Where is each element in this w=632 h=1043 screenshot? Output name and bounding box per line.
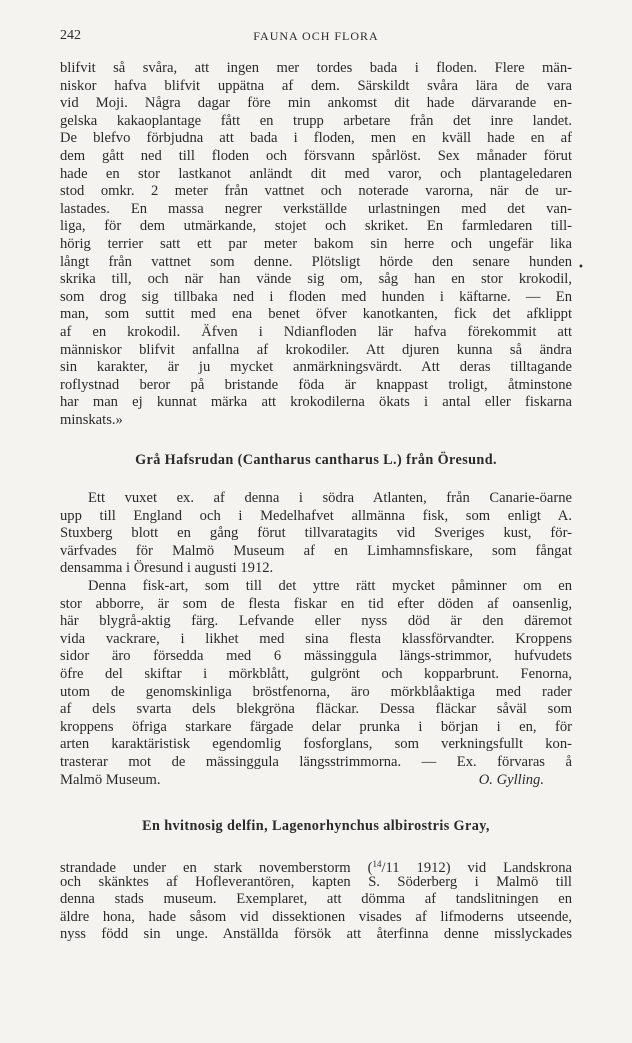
text-line: niskor hafva blifvit uppätna af dem. Särskildt svåra lära de vara bbox=[60, 77, 572, 94]
text-line: sidor äro försedda med 6 mässinggula längs-strimmor, hufvudets bbox=[60, 648, 572, 665]
text-line: äldre hona, hade såsom vid dissektionen visades af lifmoderns utseende, bbox=[60, 908, 572, 925]
paragraph-hafsrudan-find bbox=[60, 490, 572, 578]
text-line: har man ej kunnat märka att krokodilerna ökats i antal eller fiskarna bbox=[60, 394, 572, 411]
text-line: liga, för dem utmärkande, stojet och skriket. En farmledaren till- bbox=[60, 218, 572, 235]
text-line: Denna fisk-art, som till det yttre rätt mycket påminner om en bbox=[88, 578, 572, 594]
text-line: värfvades för Malmö Museum af en Limhamnsfiskare, som fångat bbox=[60, 542, 572, 559]
text-line: arten karaktäristisk egendomlig fosforglans, som verkningsfullt kon- bbox=[60, 736, 572, 753]
text-line: Ett vuxet ex. af denna i södra Atlanten, från Canarie-öarne bbox=[88, 490, 572, 506]
paragraph-hafsrudan-description bbox=[60, 578, 572, 789]
text-line: människor blifvit anfallna af krokodiler. Att djuren kunna så ändra bbox=[60, 341, 572, 358]
text-line: stor abborre, är som de flesta fiskar en tid efter döden af oansenlig, bbox=[60, 595, 572, 612]
page-header bbox=[60, 28, 572, 46]
text-line: långt från vattnet som denne. Plötsligt hörde den senare hunden bbox=[60, 253, 572, 270]
page-number: 242 bbox=[60, 28, 81, 43]
text-line: utom de genomskinliga bröstfenorna, äro mörkblåaktiga med rader bbox=[60, 683, 572, 700]
text-fragment: strandade under en stark novemberstorm ( bbox=[60, 860, 373, 876]
text-line: blifvit så svåra, att ingen mer tordes bada i floden. Flere män- bbox=[60, 60, 572, 76]
text-line: De blefvo förbjudna att bada i floden, men en kväll hade en af bbox=[60, 130, 572, 147]
text-line: nyss född sin unge. Anställda försök att återfinna denne misslyckades bbox=[60, 926, 572, 943]
text-line: roflystnad beror på bristande föda är knappast troligt, åtminstone bbox=[60, 376, 572, 393]
text-line: upp till England och i Medelhafvet allmänna fisk, som enligt A. bbox=[60, 507, 572, 524]
text-line: hade en stor lastkanot anländt dit med varor, och plantageledaren bbox=[60, 165, 572, 182]
text-line: densamma i Öresund i augusti 1912. bbox=[60, 560, 274, 577]
author-signature: O. Gylling. bbox=[478, 771, 544, 788]
text-line: skrika till, och när han vände sig om, såg han en stor krokodil, bbox=[60, 271, 572, 288]
text-line: gelska kakaoplantage fått en trupp arbetare från det inre landet. bbox=[60, 112, 572, 129]
paragraph-delfin bbox=[60, 856, 572, 944]
margin-mark: • bbox=[578, 262, 584, 273]
text-line: lastades. En massa negrer verkställde urlastningen med det van- bbox=[60, 200, 572, 217]
text-line: af dels svarta dels blekgröna fläckar. Dessa fläckar såväl som bbox=[60, 701, 572, 718]
running-title: FAUNA OCH FLORA bbox=[253, 29, 379, 43]
date-superscript: 14 bbox=[372, 859, 382, 869]
text-line: trasterar mot de mässinggula längsstrimmorna. — Ex. förvaras å bbox=[60, 753, 572, 770]
text-line: af en krokodil. Äfven i Ndianfloden lär hafva förekommit att bbox=[60, 323, 572, 340]
section-heading-delfin: En hvitnosig delfin, Lagenorhynchus albirostris Gray, bbox=[142, 818, 490, 834]
signature-line bbox=[60, 772, 572, 790]
text-line: Stuxberg blott en gång förut tillvaratagits vid Sveriges kust, för- bbox=[60, 525, 572, 542]
text-line: Malmö Museum. bbox=[60, 771, 161, 788]
text-line: vid Moji. Några dagar före min ankomst dit hade därvarande en- bbox=[60, 95, 572, 112]
text-line: dem gått ned till floden och försvann spårlöst. Sex månader förut bbox=[60, 147, 572, 164]
text-line: denna stads museum. Exemplaret, att dömma af tandslitningen en bbox=[60, 891, 572, 908]
text-line: här blygrå-aktig färg. Lefvande eller nyss död är den däremot bbox=[60, 613, 572, 630]
text-line: sin karakter, är ju mycket anmärkningsvärdt. Att deras tilltagande bbox=[60, 359, 572, 376]
text-line-date bbox=[60, 856, 572, 874]
text-line: som drog sig tillbaka ned i floden med hunden i käftarne. — En bbox=[60, 288, 572, 305]
text-line: stod omkr. 2 meter från vattnet och noterade varorna, när de ur- bbox=[60, 183, 572, 200]
text-line: öfre del skiftar i mörkblått, gulgrönt och kopparbrunt. Fenorna, bbox=[60, 665, 572, 682]
text-fragment: /11 1912) vid Landskrona bbox=[381, 860, 572, 876]
text-line: hörig terrier satt ett par meter bakom sin herre och ungefär lika bbox=[60, 235, 572, 252]
section-heading-hafsrudan: Grå Hafsrudan (Cantharus cantharus L.) från Öresund. bbox=[135, 452, 497, 468]
text-line: minskats.» bbox=[60, 411, 123, 428]
text-line: och skänktes af Hofleverantören, kapten S. Söderberg i Malmö till bbox=[60, 873, 572, 890]
text-line: kroppens öfriga starkare färgade delar prunka i början i en, för bbox=[60, 718, 572, 735]
text-line: man, som suttit med ena benet öfver kanotkanten, fick det afklippt bbox=[60, 306, 572, 323]
paragraph-crocodiles bbox=[60, 60, 572, 429]
text-line: vida vackrare, i likhet med sina flesta klassförvandter. Kroppens bbox=[60, 630, 572, 647]
